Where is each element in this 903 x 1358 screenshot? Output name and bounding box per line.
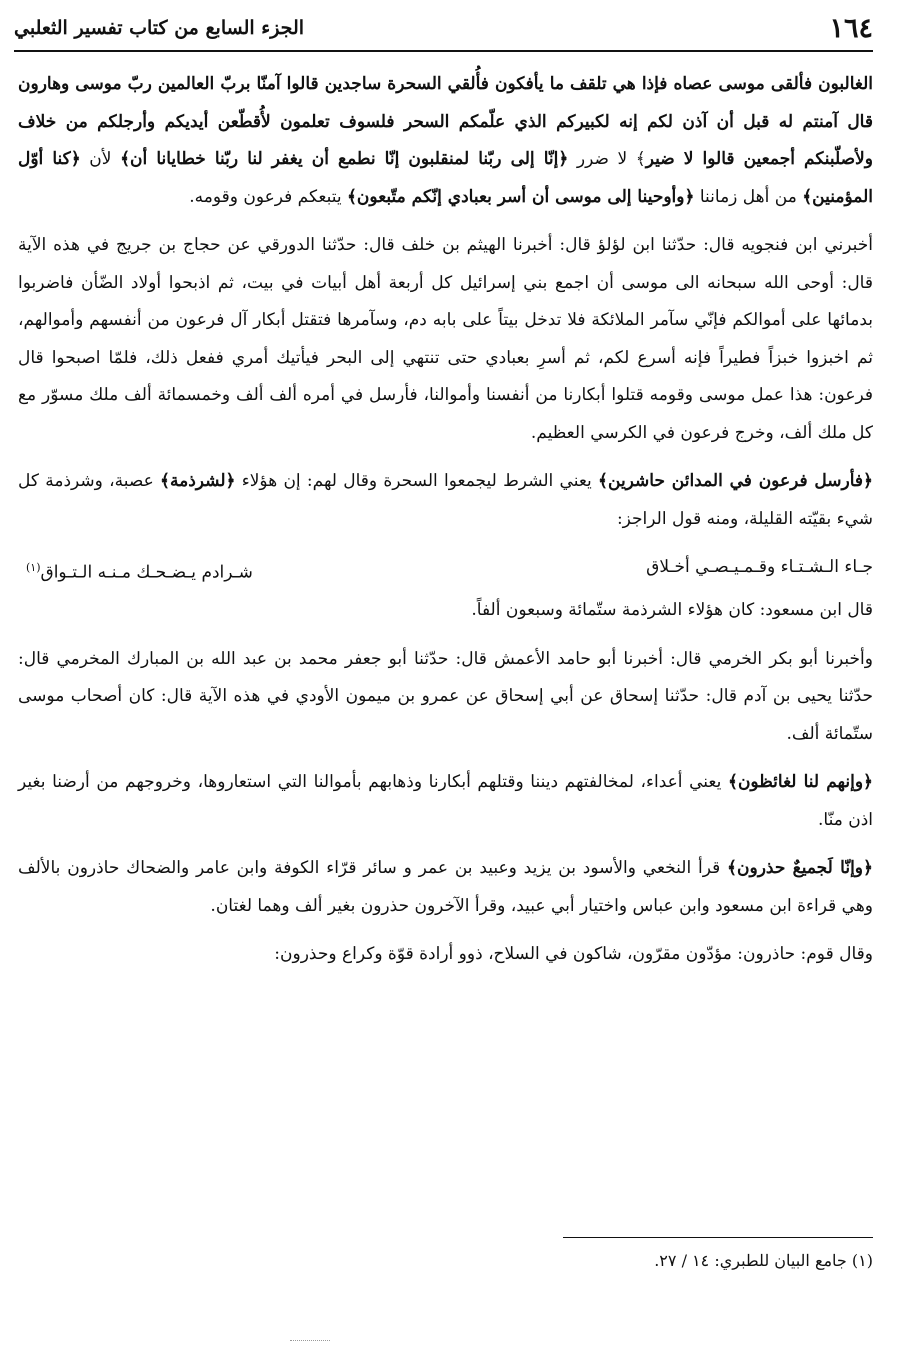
page-number: ١٦٤ (829, 12, 873, 44)
text-segment: لأن (80, 149, 121, 169)
paragraph-5 (18, 641, 873, 754)
running-title: الجزء السابع من كتاب تفسير الثعلبي (14, 17, 305, 39)
quran-quote: ﴿وأوحينا إلى موسى أن أسر بعبادي إنّكم متّبعون﴾ (346, 186, 695, 207)
footnote-reference: (١) (26, 561, 41, 574)
paragraph-gap (18, 216, 873, 227)
scan-mark (290, 1340, 330, 1344)
quran-quote: ﴿إنّا إلى ربّنا لمنقلبون إنّا نطمع أن يغفر لنا ربّنا خطايانا أن﴾ (120, 149, 569, 169)
text-segment: عصبة، وشرذمة كل شيء بقيّته القليلة، ومنه قول الراجز: (18, 471, 873, 529)
paragraph-1 (18, 66, 873, 216)
text-segment: ﴾ لا ضرر (568, 149, 646, 169)
text-segment: من أهل زماننا (694, 186, 803, 207)
paragraph-gap (18, 839, 873, 850)
footnote-rule (563, 1237, 873, 1238)
page-header (14, 8, 873, 48)
paragraph-gap (18, 538, 873, 549)
quran-quote: ﴿كنا أوّل المؤمنين﴾ (18, 149, 873, 207)
paragraph-2 (18, 227, 873, 452)
paragraph-7 (18, 850, 873, 925)
poem-hemistich-second (26, 549, 253, 592)
paragraph-gap (18, 925, 873, 936)
paragraph-gap (18, 753, 873, 764)
quran-quote: ﴿وإنّا لَجميعٌ حذرون﴾ (727, 858, 873, 879)
paragraph-gap (18, 452, 873, 463)
paragraph-8 (18, 936, 873, 974)
paragraph-gap (18, 630, 873, 641)
text-segment: الغالبون فألقى موسى عصاه فإذا هي تلقف ما يأفكون فأُلقي السحرة ساجدين قالوا آمنّا بربّ العالمين ربّ موسى وهارون قال آمنتم له قبل أن آذن لكم إنه لكبيركم الذي علّمكم السحر فلسوف تعلمون لأُقطّعن أيديكم وأرجلكم من خلاف ولأصلّبنكم أجمعين قالوا لا ضير (18, 74, 873, 169)
quran-quote: ﴿وإنهم لنا لغائظون﴾ (727, 772, 873, 793)
footnote-text: جامع البيان للطبري: ١٤ / ٢٧. (654, 1251, 847, 1270)
footnote-marker: (١) (851, 1251, 873, 1270)
text-segment: وقال قوم: حاذرون: مؤدّون مقرّون، شاكون في السلاح، ذوو أرادة قوّة وكراع وحذرون: (274, 944, 873, 965)
poem-hemistich-text: شـرادم يـضـحـك مـنـه الـتـواق (40, 562, 253, 583)
quran-quote: ﴿لشرذمة﴾ (160, 471, 236, 491)
main-text (18, 66, 873, 974)
text-segment: وأخبرنا أبو بكر الخرمي قال: أخبرنا أبو حامد الأعمش قال: حدّثنا أبو جعفر محمد بن عبد الله بن المبارك المخرمي قال: حدّثنا يحيى بن آدم قال: حدّثنا إسحاق عن أبي إسحاق عن عمرو بن ميمون الأودي في هذه الآية قال: كان أصحاب موسى ستّمائة ألف. (18, 648, 873, 744)
text-segment: أخبرني ابن فنجويه قال: حدّثنا ابن لؤلؤ قال: أخبرنا الهيثم بن خلف قال: حدّثنا الدورقي عن حجاج بن جريج في هذه الآية قال: أوحى الله سبحانه الى موسى أن اجمع بني إسرائيل كل أربعة أهل أبيات في بيت، ثم اذبحوا أولاد الضّأن فاضربوا بدمائها على أموالكم فإنّي سآمر الملائكة فلا تدخل بيتاً على بابه دم، وسآمرها فتقتل أبكار آل فرعون من أنفسهم وأموالهم، ثم اخبزوا خبزاً فطيراً فإنه أسرع لكم، ثم أسرِ بعبادي حتى تنتهي إلى البحر فيأتيك أمري ففعل ذلك، فلمّا اصبحوا قال فرعون: هذا عمل موسى وقومه قتلوا أبكارنا من أنفسنا وأموالنا، فأرسل في أمره ألف ألف وخمسمائة ألف ملك مسوّر مع كل ملك ألف، وخرج فرعون في الكرسي العظيم. (18, 235, 873, 443)
text-segment: يتبعكم فرعون وقومه. (189, 186, 347, 207)
header-rule (14, 50, 873, 52)
quran-quote: ﴿فأرسل فرعون في المدائن حاشرين﴾ (598, 471, 873, 491)
paragraph-3 (18, 463, 873, 538)
text-segment: يعني الشرط ليجمعوا السحرة وقال لهم: إن هؤلاء (235, 471, 599, 491)
poem-verse (18, 549, 873, 592)
text-segment: قال ابن مسعود: كان هؤلاء الشرذمة ستّمائة وسبعون ألفاً. (471, 600, 873, 621)
poem-hemistich-first: جـاء الـشـتـاء وقـمـيـصـي أخـلاق (646, 557, 873, 577)
text-segment: يعني أعداء، لمخالفتهم ديننا وقتلهم أبكارنا وذهابهم بأموالنا التي استعاروها، وخروجهم من أرضنا بغير اذن منّا. (18, 772, 873, 830)
paragraph-4 (18, 592, 873, 630)
text-segment: قرأ النخعي والأسود بن يزيد وعبيد بن عمر و سائر قرّاء الكوفة وابن عامر والضحاك حاذرون بالألف وهي قراءة ابن مسعود وابن عباس واختيار أبي عبيد، وقرأ الآخرون حذرون بغير ألف وهما لغتان. (18, 858, 873, 916)
footnote (18, 1246, 873, 1276)
paragraph-6 (18, 764, 873, 839)
